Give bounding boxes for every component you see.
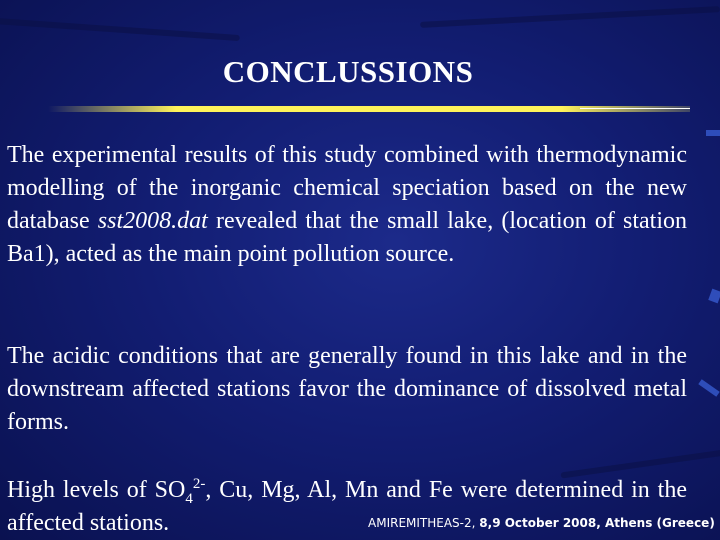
conclusion-paragraph-1 <box>7 139 687 271</box>
paragraph-1-text: The experimental results of this study combined with thermodynamic modelling of the inorganic chemical speciation based on the new database <box>7 142 687 234</box>
background-streak <box>0 17 240 41</box>
decorative-bar <box>708 289 720 304</box>
sulfate-superscript: 2- <box>192 476 206 492</box>
title-underline <box>48 106 690 112</box>
slide-footer <box>368 516 715 530</box>
sulfate-subscript: 4 <box>185 490 193 507</box>
footer-conference: AMIREMITHEAS-2, <box>368 516 480 530</box>
conclusion-paragraph-2: The acidic conditions that are generally found in this lake and in the downstream affected stations favor the dominance of dissolved metal forms. <box>7 343 687 435</box>
paragraph-3-prefix: High levels of SO <box>7 477 186 503</box>
footer-date-location: 8,9 October 2008, Athens (Greece) <box>479 516 715 530</box>
database-name: sst2008.dat <box>97 208 208 234</box>
slide-title: CONCLUSSIONS <box>222 54 474 89</box>
title-underline-line <box>580 108 690 109</box>
paragraph-1-text-end: revealed that the small lake, (location of station Ba1), acted as the main point pollution source. <box>7 208 687 267</box>
decorative-bar <box>698 379 719 397</box>
decorative-bar <box>706 130 720 136</box>
background-streak <box>420 6 720 28</box>
paragraph-3-suffix: , Cu, Mg, Al, Mn and Fe were determined in the affected stations. <box>7 477 687 536</box>
conclusion-paragraph-3 <box>7 474 687 540</box>
